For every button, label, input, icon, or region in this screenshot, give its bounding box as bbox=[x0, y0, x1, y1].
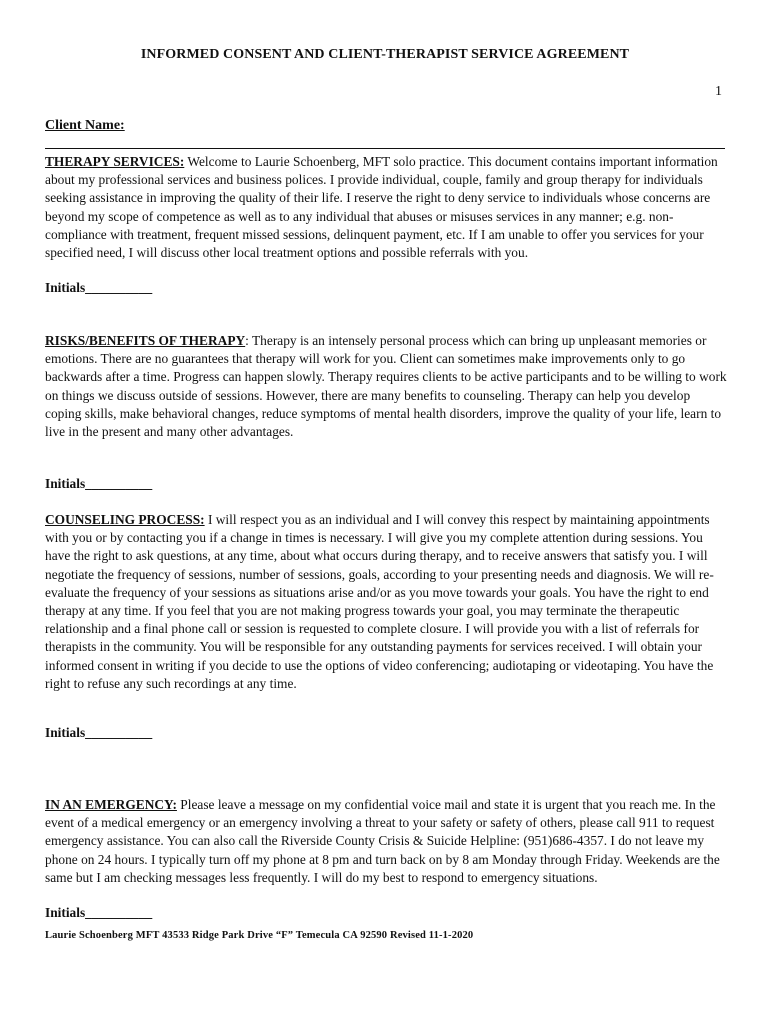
initials-field-counseling-process[interactable]: Initials__________ bbox=[45, 725, 153, 740]
initials-field-emergency[interactable]: Initials__________ bbox=[45, 905, 153, 920]
initials-field-risks-benefits[interactable]: Initials__________ bbox=[45, 476, 153, 491]
section-heading: COUNSELING PROCESS: bbox=[45, 512, 205, 527]
section-body: : Therapy is an intensely personal process which can bring up unpleasant memories or emotions. There are no guarantees that therapy will work for you. Client can sometimes make improvements only to go backwards after a time. Progress can happen slowly. Therapy requires clients to be active participants and to be willing to work on things we discuss outside of sessions. However, there are many benefits to counseling. Therapy can help you develop coping skills, make behavioral changes, reduce symptoms of mental health disorders, improve the quality of your life, learn to live in the present and many other advantages. bbox=[45, 333, 727, 440]
client-name-line bbox=[45, 148, 725, 149]
section-counseling-process bbox=[45, 511, 729, 693]
section-risks-benefits bbox=[45, 332, 729, 441]
section-body: Welcome to Laurie Schoenberg, MFT solo practice. This document contains important information about my professional services and business polices. I provide individual, couple, family and group therapy for individuals seeking assistance in improving the quality of their life. I reserve the right to deny service to individuals whose concerns are beyond my scope of competence as well as to any individual that abuses or misuses services in any manner; e.g. non-compliance with treatment, frequent missed sessions, delinquent payment, etc. If I am unable to offer you services for your specified need, I will discuss other local treatment options and possible referrals with you. bbox=[45, 154, 718, 261]
section-body: Please leave a message on my confidential voice mail and state it is urgent that you reach me. In the event of a medical emergency or an emergency involving a threat to your safety or safety of others, please call 911 to request emergency assistance. You can also call the Riverside County Crisis & Suicide Helpline: (951)686-4357. I do not leave my phone on 24 hours. I typically turn off my phone at 8 pm and turn back on by 8 am Monday through Friday. Weekends are the same but I am checking messages less frequently. I will do my best to respond to emergency situations. bbox=[45, 797, 720, 885]
section-body: I will respect you as an individual and I will convey this respect by maintaining appointments with you or by contacting you if a change in times is necessary. I will give you my complete attention during sessions. You have the right to ask questions, at any time, about what occurs during therapy, and to receive answers that satisfy you. I will negotiate the frequency of sessions, number of sessions, goals, according to your presenting needs and diagnosis. We will re-evaluate the frequency of your sessions as situations arise and/or as you move towards your goals. You have the right to end therapy at any time. If you feel that you are not making progress towards your goal, you may terminate the therapeutic relationship and a final phone call or session is requested to complete closure. I will provide you with a list of referrals for therapists in the community. You will be responsible for any outstanding payments for services received. I will obtain your informed consent in writing if you decide to use the options of video conferencing; audiotaping or videotaping. You have the right to refuse any such recordings at any time. bbox=[45, 512, 714, 691]
page-footer: Laurie Schoenberg MFT 43533 Ridge Park Drive “F” Temecula CA 92590 Revised 11-1-2020 bbox=[45, 930, 474, 941]
section-therapy-services bbox=[45, 153, 729, 262]
section-heading: IN AN EMERGENCY: bbox=[45, 797, 177, 812]
client-name-label: Client Name: bbox=[45, 118, 125, 133]
section-heading: THERAPY SERVICES: bbox=[45, 154, 185, 169]
initials-field-therapy-services[interactable]: Initials__________ bbox=[45, 280, 153, 295]
page-number: 1 bbox=[715, 84, 722, 99]
section-heading: RISKS/BENEFITS OF THERAPY bbox=[45, 333, 246, 348]
section-emergency bbox=[45, 796, 729, 887]
document-title: INFORMED CONSENT AND CLIENT-THERAPIST SERVICE AGREEMENT bbox=[140, 47, 630, 62]
